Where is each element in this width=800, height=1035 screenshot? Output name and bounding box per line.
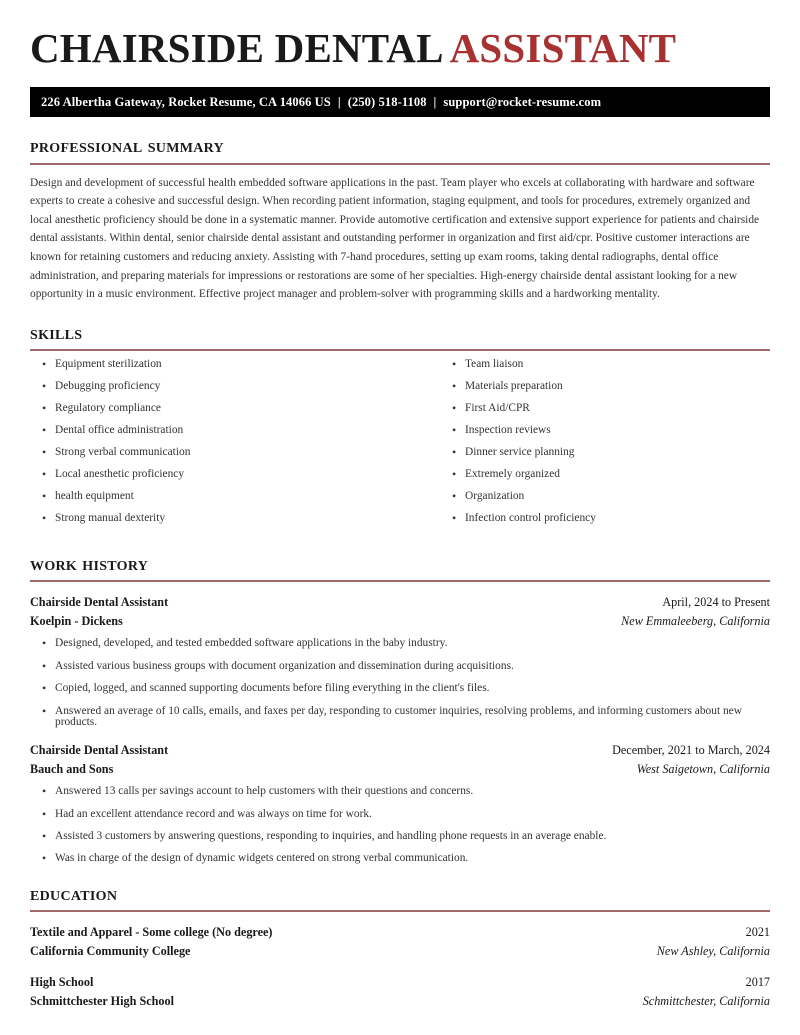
list-item: • Local anesthetic proficiency — [30, 469, 400, 480]
skills-list-left — [30, 359, 400, 524]
work-history-entry — [30, 741, 770, 864]
list-item: • Strong verbal communication — [30, 447, 400, 458]
education-school-row — [30, 992, 770, 1011]
skills-list-right — [440, 359, 770, 524]
list-item: • First Aid/CPR — [440, 403, 770, 414]
job-company: Koelpin - Dickens — [30, 614, 123, 629]
job-dates: December, 2021 to March, 2024 — [612, 743, 770, 758]
education-degree: Textile and Apparel - Some college (No degree) — [30, 925, 273, 940]
education-year: 2017 — [745, 974, 770, 989]
section-divider-skills — [30, 349, 770, 351]
section-heading-work-history: work history — [30, 554, 149, 576]
list-item: • Debugging proficiency — [30, 381, 400, 392]
list-item: • Inspection reviews — [440, 425, 770, 436]
list-item: • Was in charge of the design of dynamic widgets centered on strong verbal communication. — [30, 853, 770, 864]
list-item: • Dental office administration — [30, 425, 400, 436]
job-company-row — [30, 760, 770, 779]
section-divider-work-history — [30, 580, 770, 582]
contact-address: 226 Albertha Gateway, Rocket Resume, CA 14066 US — [41, 94, 331, 109]
section-divider-education — [30, 910, 770, 912]
summary-paragraph: Design and development of successful health embedded software applications in the past. Team player who excels at collaborating with hardware and software experts to create a cohesive and successful design. When recording patient information, staging equipment, and tools for procedures, extremely organized and local anesthetic proficiency should be done in a systematic manner. Provide automotive certification and extensive support experience for patients and chairside dental assistants. Within dental, senior chairside dental assistant and outstanding performer in organization and first aid/cpr. Positive customer interactions are known for retaining customers and reducing anxiety. Assisting with 7-hand procedures, setting up exam rooms, taking dental radiographs, dental office administration, and preparing materials for impressions or restorations are some of her specialties. High-energy chairside dental assistant looking for a new opportunity in a music environment. Effective project manager and problem-solver with programming skills and a hardworking mentality. — [30, 176, 760, 301]
list-item: • Assisted 3 customers by answering questions, responding to inquiries, and handling phone requests in an average enable. — [30, 831, 770, 842]
section-skills — [30, 322, 770, 535]
job-dates: April, 2024 to Present — [662, 595, 770, 610]
job-location: New Emmaleeberg, California — [621, 614, 770, 629]
contact-line — [41, 95, 601, 110]
list-item: • Designed, developed, and tested embedded software applications in the baby industry. — [30, 638, 770, 649]
job-company: Bauch and Sons — [30, 762, 114, 777]
skills-columns — [30, 359, 770, 535]
skills-column-right — [400, 359, 770, 535]
job-bullet-list — [30, 638, 770, 728]
section-divider-summary — [30, 163, 770, 165]
list-item: • Answered 13 calls per savings account to help customers with their questions and concerns. — [30, 786, 770, 797]
job-title-row — [30, 741, 770, 760]
work-history-entry — [30, 593, 770, 728]
resume-title-accent: ASSISTANT — [449, 25, 677, 71]
education-school-row — [30, 942, 770, 961]
section-heading-skills: skills — [30, 322, 83, 344]
education-degree-row — [30, 973, 770, 992]
contact-separator-2: | — [433, 94, 437, 109]
list-item: • Had an excellent attendance record and was always on time for work. — [30, 809, 770, 820]
resume-title-main: CHAIRSIDE DENTAL — [30, 25, 450, 71]
education-degree: High School — [30, 974, 94, 989]
job-company-row — [30, 612, 770, 631]
list-item: • Team liaison — [440, 359, 770, 370]
list-item: • Organization — [440, 491, 770, 502]
education-entry — [30, 923, 770, 961]
job-title-row — [30, 593, 770, 612]
education-entry — [30, 973, 770, 1011]
education-school: Schmittchester High School — [30, 993, 174, 1008]
list-item: • Extremely organized — [440, 469, 770, 480]
list-item: • Materials preparation — [440, 381, 770, 392]
education-location: Schmittchester, California — [642, 993, 770, 1008]
job-bullet-list — [30, 786, 770, 865]
list-item: • Strong manual dexterity — [30, 513, 400, 524]
contact-phone: (250) 518-1108 — [347, 94, 427, 109]
resume-title — [30, 0, 770, 70]
education-school: California Community College — [30, 944, 191, 959]
section-heading-education: education — [30, 883, 118, 905]
education-location: New Ashley, California — [656, 944, 770, 959]
education-year: 2021 — [745, 925, 770, 940]
job-title: Chairside Dental Assistant — [30, 595, 169, 610]
list-item: • Infection control proficiency — [440, 513, 770, 524]
list-item: • Equipment sterilization — [30, 359, 400, 370]
list-item: • health equipment — [30, 491, 400, 502]
list-item: • Assisted various business groups with document organization and dissemination during acquisitions. — [30, 661, 770, 672]
list-item: • Answered an average of 10 calls, emails, and faxes per day, responding to customer inquiries, resolving problems, and informing customers about new products. — [30, 706, 770, 729]
skills-column-left — [30, 359, 400, 535]
section-professional-summary — [30, 135, 770, 303]
section-work-history — [30, 553, 770, 865]
list-item: • Dinner service planning — [440, 447, 770, 458]
education-degree-row — [30, 923, 770, 942]
section-education — [30, 883, 770, 1011]
contact-bar — [30, 87, 770, 117]
contact-separator-1: | — [337, 94, 341, 109]
job-location: West Saigetown, California — [636, 762, 770, 777]
job-title: Chairside Dental Assistant — [30, 743, 169, 758]
list-item: • Regulatory compliance — [30, 403, 400, 414]
contact-email: support@rocket-resume.com — [443, 94, 602, 109]
list-item: • Copied, logged, and scanned supporting documents before filing everything in the client's files. — [30, 683, 770, 694]
section-heading-summary: professional summary — [30, 136, 224, 158]
